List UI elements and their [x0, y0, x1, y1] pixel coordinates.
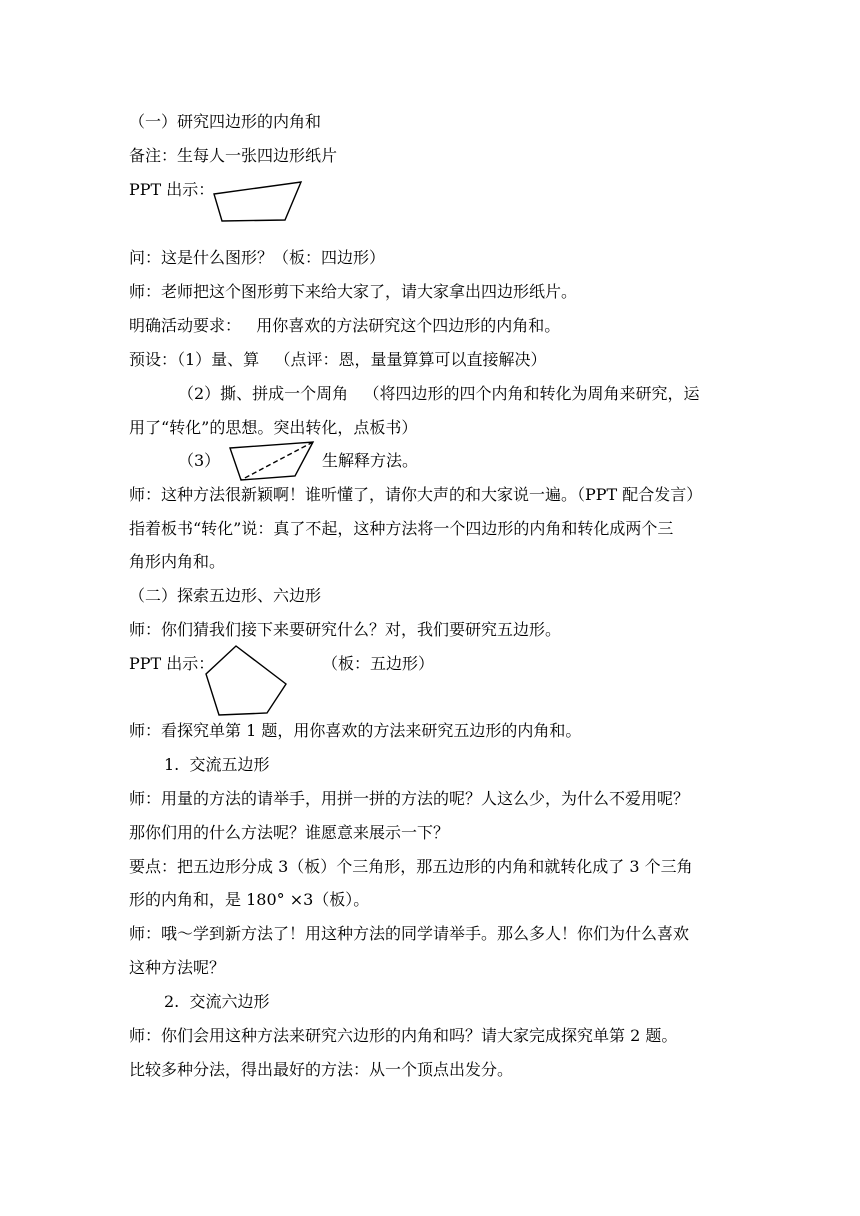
board-transform-line-2: 角形内角和。: [129, 552, 226, 571]
ppt-show-label-1: PPT 出示：: [129, 180, 215, 199]
keypoint-line-2: 形的内角和，是 180° ×3（板）。: [129, 890, 370, 909]
preset-2-line-1: （2）撕、拼成一个周角 （将四边形的四个内角和转化为周角来研究，运: [178, 384, 700, 403]
preset-1: 预设：（1）量、算 （点评：恩，量量算算可以直接解决）: [129, 350, 547, 369]
teacher-new-method: 师：这种方法很新颖啊！谁听懂了，请你大声的和大家说一遍。（PPT 配合发言）: [129, 485, 703, 504]
keypoint-line-1: 要点：把五边形分成 3（板）个三角形，那五边形的内角和就转化成了 3 个三角: [129, 857, 693, 876]
teacher-guess: 师：你们猜我们接下来要研究什么？对，我们要研究五边形。: [129, 620, 562, 639]
question-what-shape: 问：这是什么图形？（板：四边形）: [129, 248, 386, 267]
board-transform-line-1: 指着板书“转化”说：真了不起，这种方法将一个四边形的内角和转化成两个三: [129, 519, 674, 538]
ppt-show-label-2: PPT 出示：: [129, 654, 215, 673]
teacher-hexagon: 师：你们会用这种方法来研究六边形的内角和吗？请大家完成探究单第 2 题。: [129, 1026, 678, 1045]
section1-heading: （一）研究四边形的内角和: [129, 112, 322, 131]
preset-2-line-2: 用了“转化”的思想。突出转化，点板书）: [129, 418, 418, 437]
quadrilateral-with-diagonal-figure: [228, 440, 316, 482]
item-1-heading: 1. 交流五边形: [164, 755, 270, 774]
teacher-question-1: 师：看探究单第 1 题，用你喜欢的方法来研究五边形的内角和。: [129, 721, 582, 740]
teacher-which-method: 那你们用的什么方法呢？谁愿意来展示一下？: [129, 823, 450, 842]
compare-methods: 比较多种分法，得出最好的方法：从一个顶点出发分。: [129, 1060, 514, 1079]
board-pentagon: （板：五边形）: [322, 654, 435, 673]
preset-3-number: （3）: [178, 451, 221, 470]
section2-heading: （二）探索五边形、六边形: [129, 586, 322, 605]
teacher-oh-line-2: 这种方法呢？: [129, 958, 226, 977]
pentagon-figure: [204, 644, 288, 716]
item-2-heading: 2. 交流六边形: [164, 992, 270, 1011]
activity-requirement: 明确活动要求： 用你喜欢的方法研究这个四边形的内角和。: [129, 316, 561, 335]
teacher-measure: 师：用量的方法的请举手，用拼一拼的方法的呢？人这么少，为什么不爱用呢？: [129, 789, 690, 808]
teacher-oh-line-1: 师：哦～学到新方法了！用这种方法的同学请举手。那么多人！你们为什么喜欢: [129, 924, 690, 943]
preset-3-text: 生解释方法。: [322, 451, 419, 470]
teacher-cut-text: 师：老师把这个图形剪下来给大家了，请大家拿出四边形纸片。: [129, 282, 578, 301]
note-text: 备注：生每人一张四边形纸片: [129, 146, 338, 165]
quadrilateral-figure: [212, 180, 304, 224]
